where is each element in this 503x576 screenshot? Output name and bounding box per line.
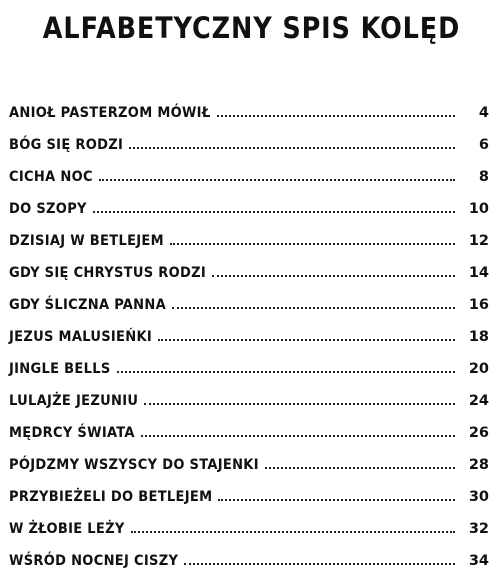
dot-leader (265, 466, 455, 469)
dot-leader (158, 338, 455, 341)
dot-leader (212, 274, 455, 277)
dot-leader (141, 434, 455, 437)
dot-leader (217, 114, 455, 117)
dot-leader (184, 562, 455, 565)
dot-leader (218, 498, 455, 501)
toc-entry-page: 4 (478, 105, 489, 121)
dot-leader (117, 370, 455, 373)
dot-leader (129, 146, 455, 149)
toc-entry-page: 18 (468, 329, 489, 345)
toc-entry-title: GDY SIĘ CHRYSTUS RODZI (9, 265, 207, 281)
toc-entry-page: 32 (468, 521, 489, 537)
toc-entry-title: JINGLE BELLS (9, 361, 111, 377)
toc-entry[interactable] (9, 476, 489, 508)
toc-entry[interactable] (9, 124, 489, 156)
toc-entry[interactable] (9, 284, 489, 316)
toc-entry-page: 34 (468, 553, 489, 569)
toc-entry-page: 8 (478, 169, 489, 185)
toc-entry-title: CICHA NOC (9, 169, 93, 185)
toc-entry-title: WŚRÓD NOCNEJ CISZY (9, 553, 179, 569)
toc-entry-page: 20 (468, 361, 489, 377)
toc-entry-page: 16 (468, 297, 489, 313)
toc-entry-title: JEZUS MALUSIEŃKI (9, 329, 153, 345)
toc-entry-title: W ŻŁOBIE LEŻY (9, 521, 125, 537)
toc-entry-page: 14 (468, 265, 489, 281)
toc-entry-title: LULAJŻE JEZUNIU (9, 393, 139, 409)
page-title: ALFABETYCZNY SPIS KOLĘD (42, 11, 461, 45)
dot-leader (172, 306, 455, 309)
dot-leader (99, 178, 455, 181)
toc-entry[interactable] (9, 540, 489, 572)
toc-entry-title: PRZYBIEŻELI DO BETLEJEM (9, 489, 213, 505)
table-of-contents (9, 92, 489, 572)
toc-entry-page: 6 (478, 137, 489, 153)
toc-entry-title: MĘDRCY ŚWIATA (9, 425, 135, 441)
toc-entry[interactable] (9, 508, 489, 540)
toc-entry[interactable] (9, 380, 489, 412)
toc-entry-title: DZISIAJ W BETLEJEM (9, 233, 164, 249)
toc-entry-title: ANIOŁ PASTERZOM MÓWIŁ (9, 105, 211, 121)
dot-leader (144, 402, 455, 405)
toc-entry[interactable] (9, 412, 489, 444)
dot-leader (93, 210, 455, 213)
toc-entry[interactable] (9, 348, 489, 380)
toc-entry-page: 10 (468, 201, 489, 217)
toc-entry[interactable] (9, 252, 489, 284)
toc-entry-title: DO SZOPY (9, 201, 87, 217)
toc-entry-title: PÓJDZMY WSZYSCY DO STAJENKI (9, 457, 259, 473)
toc-entry[interactable] (9, 220, 489, 252)
toc-entry-page: 30 (468, 489, 489, 505)
dot-leader (170, 242, 455, 245)
toc-entry-page: 24 (468, 393, 489, 409)
dot-leader (131, 530, 455, 533)
toc-entry-page: 26 (468, 425, 489, 441)
toc-entry[interactable] (9, 316, 489, 348)
toc-entry-title: BÓG SIĘ RODZI (9, 137, 124, 153)
toc-entry[interactable] (9, 92, 489, 124)
toc-entry[interactable] (9, 156, 489, 188)
toc-entry-page: 12 (468, 233, 489, 249)
toc-entry[interactable] (9, 188, 489, 220)
toc-entry-page: 28 (468, 457, 489, 473)
toc-entry[interactable] (9, 444, 489, 476)
toc-entry-title: GDY ŚLICZNA PANNA (9, 297, 166, 313)
